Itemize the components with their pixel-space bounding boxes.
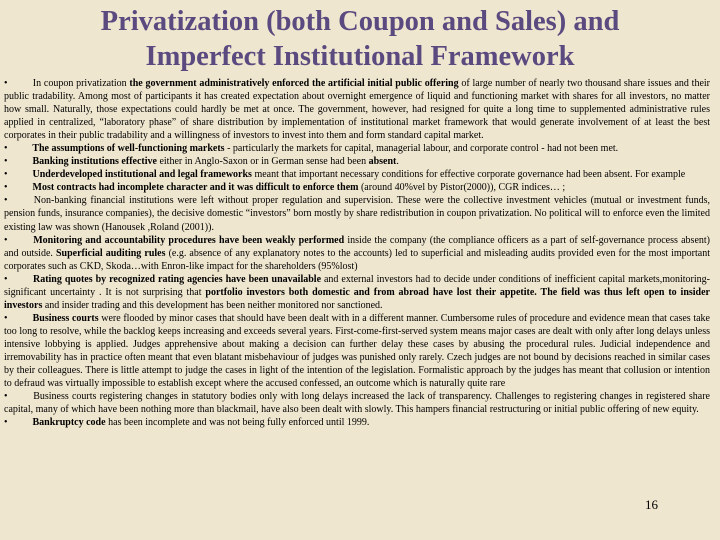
body-text: (e.g. absence of any explanatory notes to the accounts) led to superficial and misleading audits provided even for the most important corporates such as CKD, Skoda…with Enron-like impact for the shareholders (95%lost): [4, 247, 710, 272]
bullet-marker: •: [4, 312, 8, 324]
bold-text: Rating quotes by recognized rating agencies have been unavailable: [30, 273, 322, 285]
bullet-paragraph: [4, 194, 710, 233]
slide-title-line-1: Privatization (both Coupon and Sales) and: [100, 6, 620, 37]
bullet-paragraph: [4, 234, 710, 273]
bold-text: the government administratively enforced the artificial initial public offering: [129, 78, 459, 89]
bullet-marker: •: [4, 417, 8, 429]
bullet-paragraph: [4, 390, 710, 416]
bullet-marker: •: [4, 195, 8, 207]
slide-body: [4, 77, 710, 429]
bold-text: Banking institutions effective: [30, 156, 157, 168]
body-text: either in Anglo-Saxon or in German sense had been: [156, 156, 369, 168]
bold-text: portfolio investors both domestic and from abroad have lost their appetite. The field was thus left open to insider investors: [4, 286, 711, 311]
bullet-paragraph: [4, 142, 710, 155]
body-text: were flooded by minor cases that should have been dealt with in a different manner. Cumbersome rules of procedure and evidence mean that cases take too long to resolve, while the backlog keeps increasing and exceeds several years. First-come-first-served system means major cases are dealt with only after long delays unless intensive lobbying is applied. Judges apprehensive about making a decision can further delay these cases by abusing the procedural rules. Judicial independence and irremovability has in practice often meant that even blatant misbehaviour of judges was punished only rarely. Czech judges are not bound by decisions reached in similar cases by their colleagues. There is little attempt to judge the cases in light of the intention of the legislation. Formalistic approach by the judges has meant that collusion or intention to defraud was virtually impossible to establish except where the accused confessed, an outcome which is naturally quite rare: [4, 312, 710, 390]
body-text: Business courts registering changes in statutory bodies only with long delays increased the lack of transparency. Challenges to registering changes in registered share capital, many of which have been nothing more than blackmail, have also been dealt with slowly. This hampers financial restructuring or initial public offering of new equity.: [4, 391, 710, 416]
bold-text: Monitoring and accountability procedures have been weakly performed: [30, 234, 345, 246]
bullet-marker: •: [4, 182, 8, 194]
bullet-marker: •: [4, 156, 8, 168]
bullet-marker: •: [4, 78, 8, 89]
bold-text: Business courts: [30, 312, 99, 324]
bold-text: absent: [368, 156, 397, 168]
body-text: - particularly the markets for capital, managerial labour, and corporate control - had not been met.: [224, 143, 619, 155]
bullet-marker: •: [4, 143, 8, 155]
bullet-marker: •: [4, 273, 8, 285]
bullet-paragraph: [4, 416, 710, 429]
bold-text: Most contracts had incomplete character and it was difficult to enforce them: [30, 182, 359, 194]
body-text: and external investors had to decide under conditions of inefficient capital markets,monitoring- significant uncertainty . It is not surprising that: [4, 273, 710, 298]
bullet-paragraph: [4, 155, 710, 168]
bullet-paragraph: [4, 77, 710, 142]
page-number: 16: [645, 497, 658, 512]
body-text: (around 40%vel by Pistor(2000)), CGR indices… ;: [358, 182, 566, 194]
bullet-marker: •: [4, 391, 8, 403]
slide-title-line-2: Imperfect Institutional Framework: [145, 41, 575, 72]
body-text: Non-banking financial institutions were left without proper regulation and supervision. These were the collective investment vehicles (mutual or investment funds, pension funds, insurance companies), the decisive domestic “investors” born mostly by share redistribution in coupon privatization. No political will to enforce even the limited existing law was shown (Hanousek ,Roland (2001)).: [4, 195, 710, 233]
bullet-paragraph: [4, 273, 710, 312]
bold-text: Superficial auditing rules: [55, 247, 166, 259]
bullet-paragraph: [4, 168, 710, 181]
body-text: has been incomplete and was not being fully enforced until 1999.: [105, 417, 370, 429]
bullet-marker: •: [4, 234, 8, 246]
body-text: meant that important necessary conditions for effective corporate governance had been absent. For example: [251, 169, 686, 181]
body-text: of large number of nearly two thousand share issues and their public tradability. Among most of participants it has created expectation about overnight emergence of liquid and functioning market with shares for all investors, no matter how small. Naturally, those expectations could hardly be met at once. The government, however, had resigned for quite a long time to supplemented administrative rules applied in centralized, “laboratory phase” of share distribution by implementation of institutional market framework that would generate involvement of at least the best corporates in their public tradability and a willingness of investors to invest into them and form standard capital market.: [4, 78, 710, 142]
body-text: and insider trading and this development has been neither monitored nor sanctioned.: [42, 299, 383, 311]
body-text: inside the company (the compliance officers as a part of self-governance process absent) and outside.: [4, 234, 710, 259]
bold-text: Underdeveloped institutional and legal frameworks: [30, 169, 252, 181]
body-text: .: [396, 156, 399, 168]
bold-text: Bankruptcy code: [30, 417, 106, 429]
slide-title: [0, 4, 720, 74]
bullet-paragraph: [4, 312, 710, 390]
bold-text: The assumptions of well-functioning markets: [30, 143, 225, 155]
bullet-marker: •: [4, 169, 8, 181]
body-text: In coupon privatization: [30, 78, 130, 89]
bullet-paragraph: [4, 181, 710, 194]
